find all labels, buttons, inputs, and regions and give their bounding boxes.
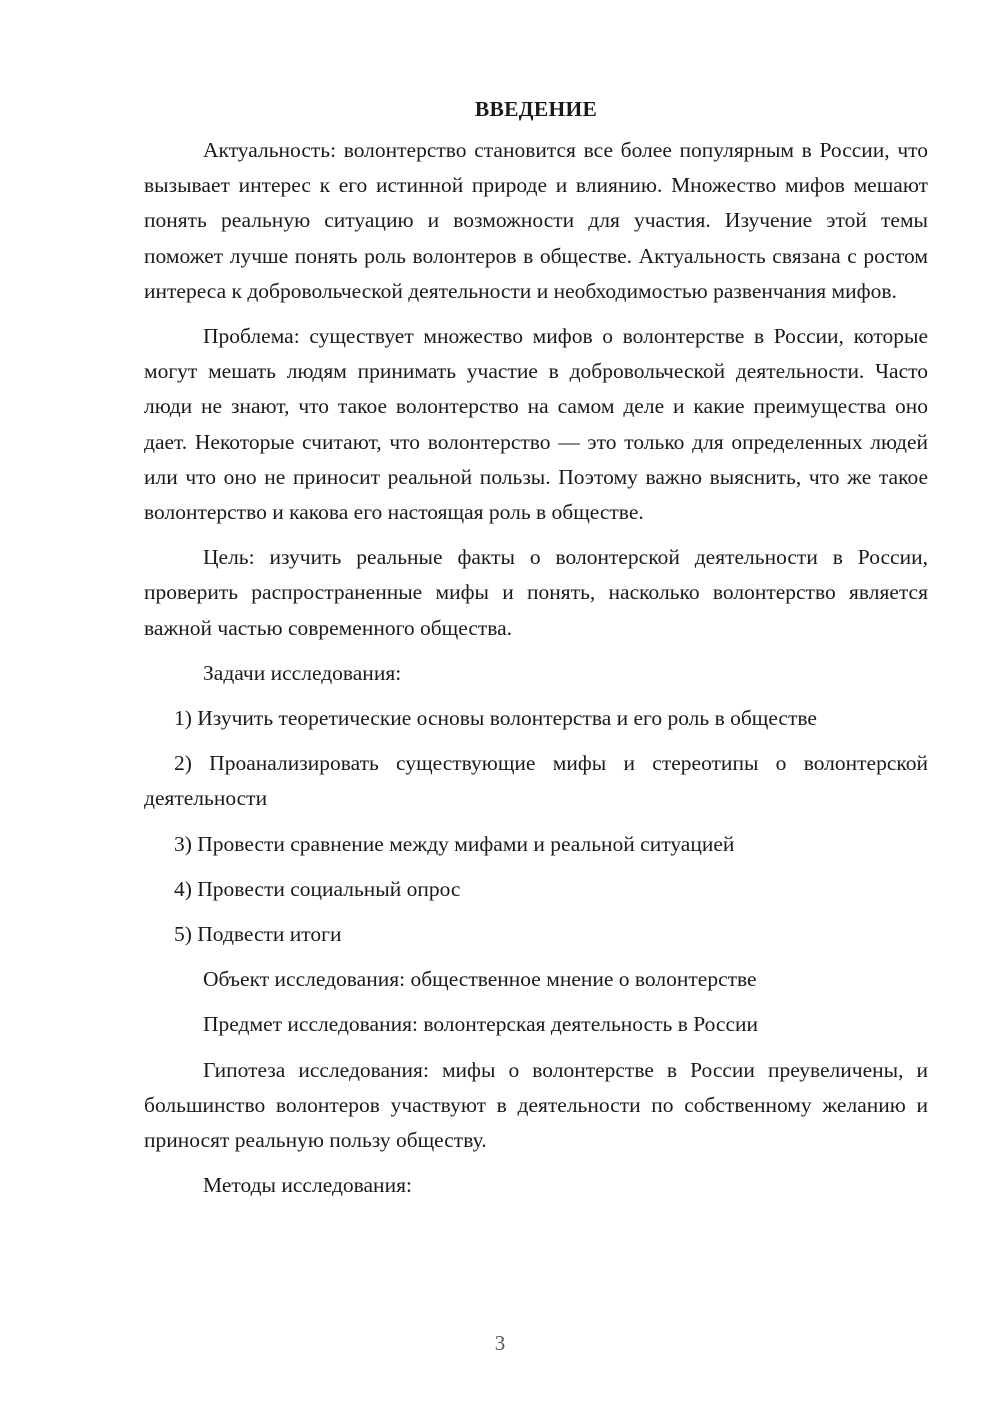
- problem-paragraph: Проблема: существует множество мифов о волонтерстве в России, которые могут мешать людям принимать участие в добровольческой деятельности. Часто люди не знают, что такое волонтерство на самом деле и какие преимущества оно дает. Некоторые считают, что волонтерство — это только для определенных людей или что оно не приносит реальной пользы. Поэтому важно выяснить, что же такое волонтерство и какова его настоящая роль в обществе.: [144, 324, 928, 525]
- page-number: 3: [494, 1331, 506, 1355]
- subject-paragraph: Предмет исследования: волонтерская деятельность в России: [203, 1012, 759, 1037]
- hypothesis-paragraph: Гипотеза исследования: мифы о волонтерстве в России преувеличены, и большинство волонтеров участвуют в деятельности по собственному желанию и приносят реальную пользу обществу.: [144, 1057, 928, 1153]
- object-paragraph: Объект исследования: общественное мнение о волонтерстве: [203, 967, 757, 992]
- relevance-paragraph: Актуальность: волонтерство становится все более популярным в России, что вызывает интерес к его истинной природе и влиянию. Множество мифов мешают понять реальную ситуацию и возможности для участия. Изучение этой темы поможет лучше понять роль волонтеров в обществе. Актуальность связана с ростом интереса к добровольческой деятельности и необходимостью развенчания мифов.: [144, 138, 928, 303]
- task-item-4: 4) Провести социальный опрос: [174, 876, 461, 901]
- goal-paragraph: Цель: изучить реальные факты о волонтерской деятельности в России, проверить распространенные мифы и понять, насколько волонтерство является важной частью современного общества.: [144, 545, 928, 640]
- tasks-heading: Задачи исследования:: [203, 660, 402, 685]
- task-item-3: 3) Провести сравнение между мифами и реальной ситуацией: [174, 831, 735, 856]
- document-page: [144, 92, 928, 1203]
- task-item-5: 5) Подвести итоги: [174, 922, 342, 947]
- task-item-2: 2) Проанализировать существующие мифы и стереотипы о волонтерской деятельности: [144, 751, 928, 811]
- page-title: ВВЕДЕНИЕ: [474, 97, 598, 121]
- task-item-1: 1) Изучить теоретические основы волонтерства и его роль в обществе: [174, 706, 817, 731]
- methods-heading: Методы исследования:: [203, 1173, 412, 1198]
